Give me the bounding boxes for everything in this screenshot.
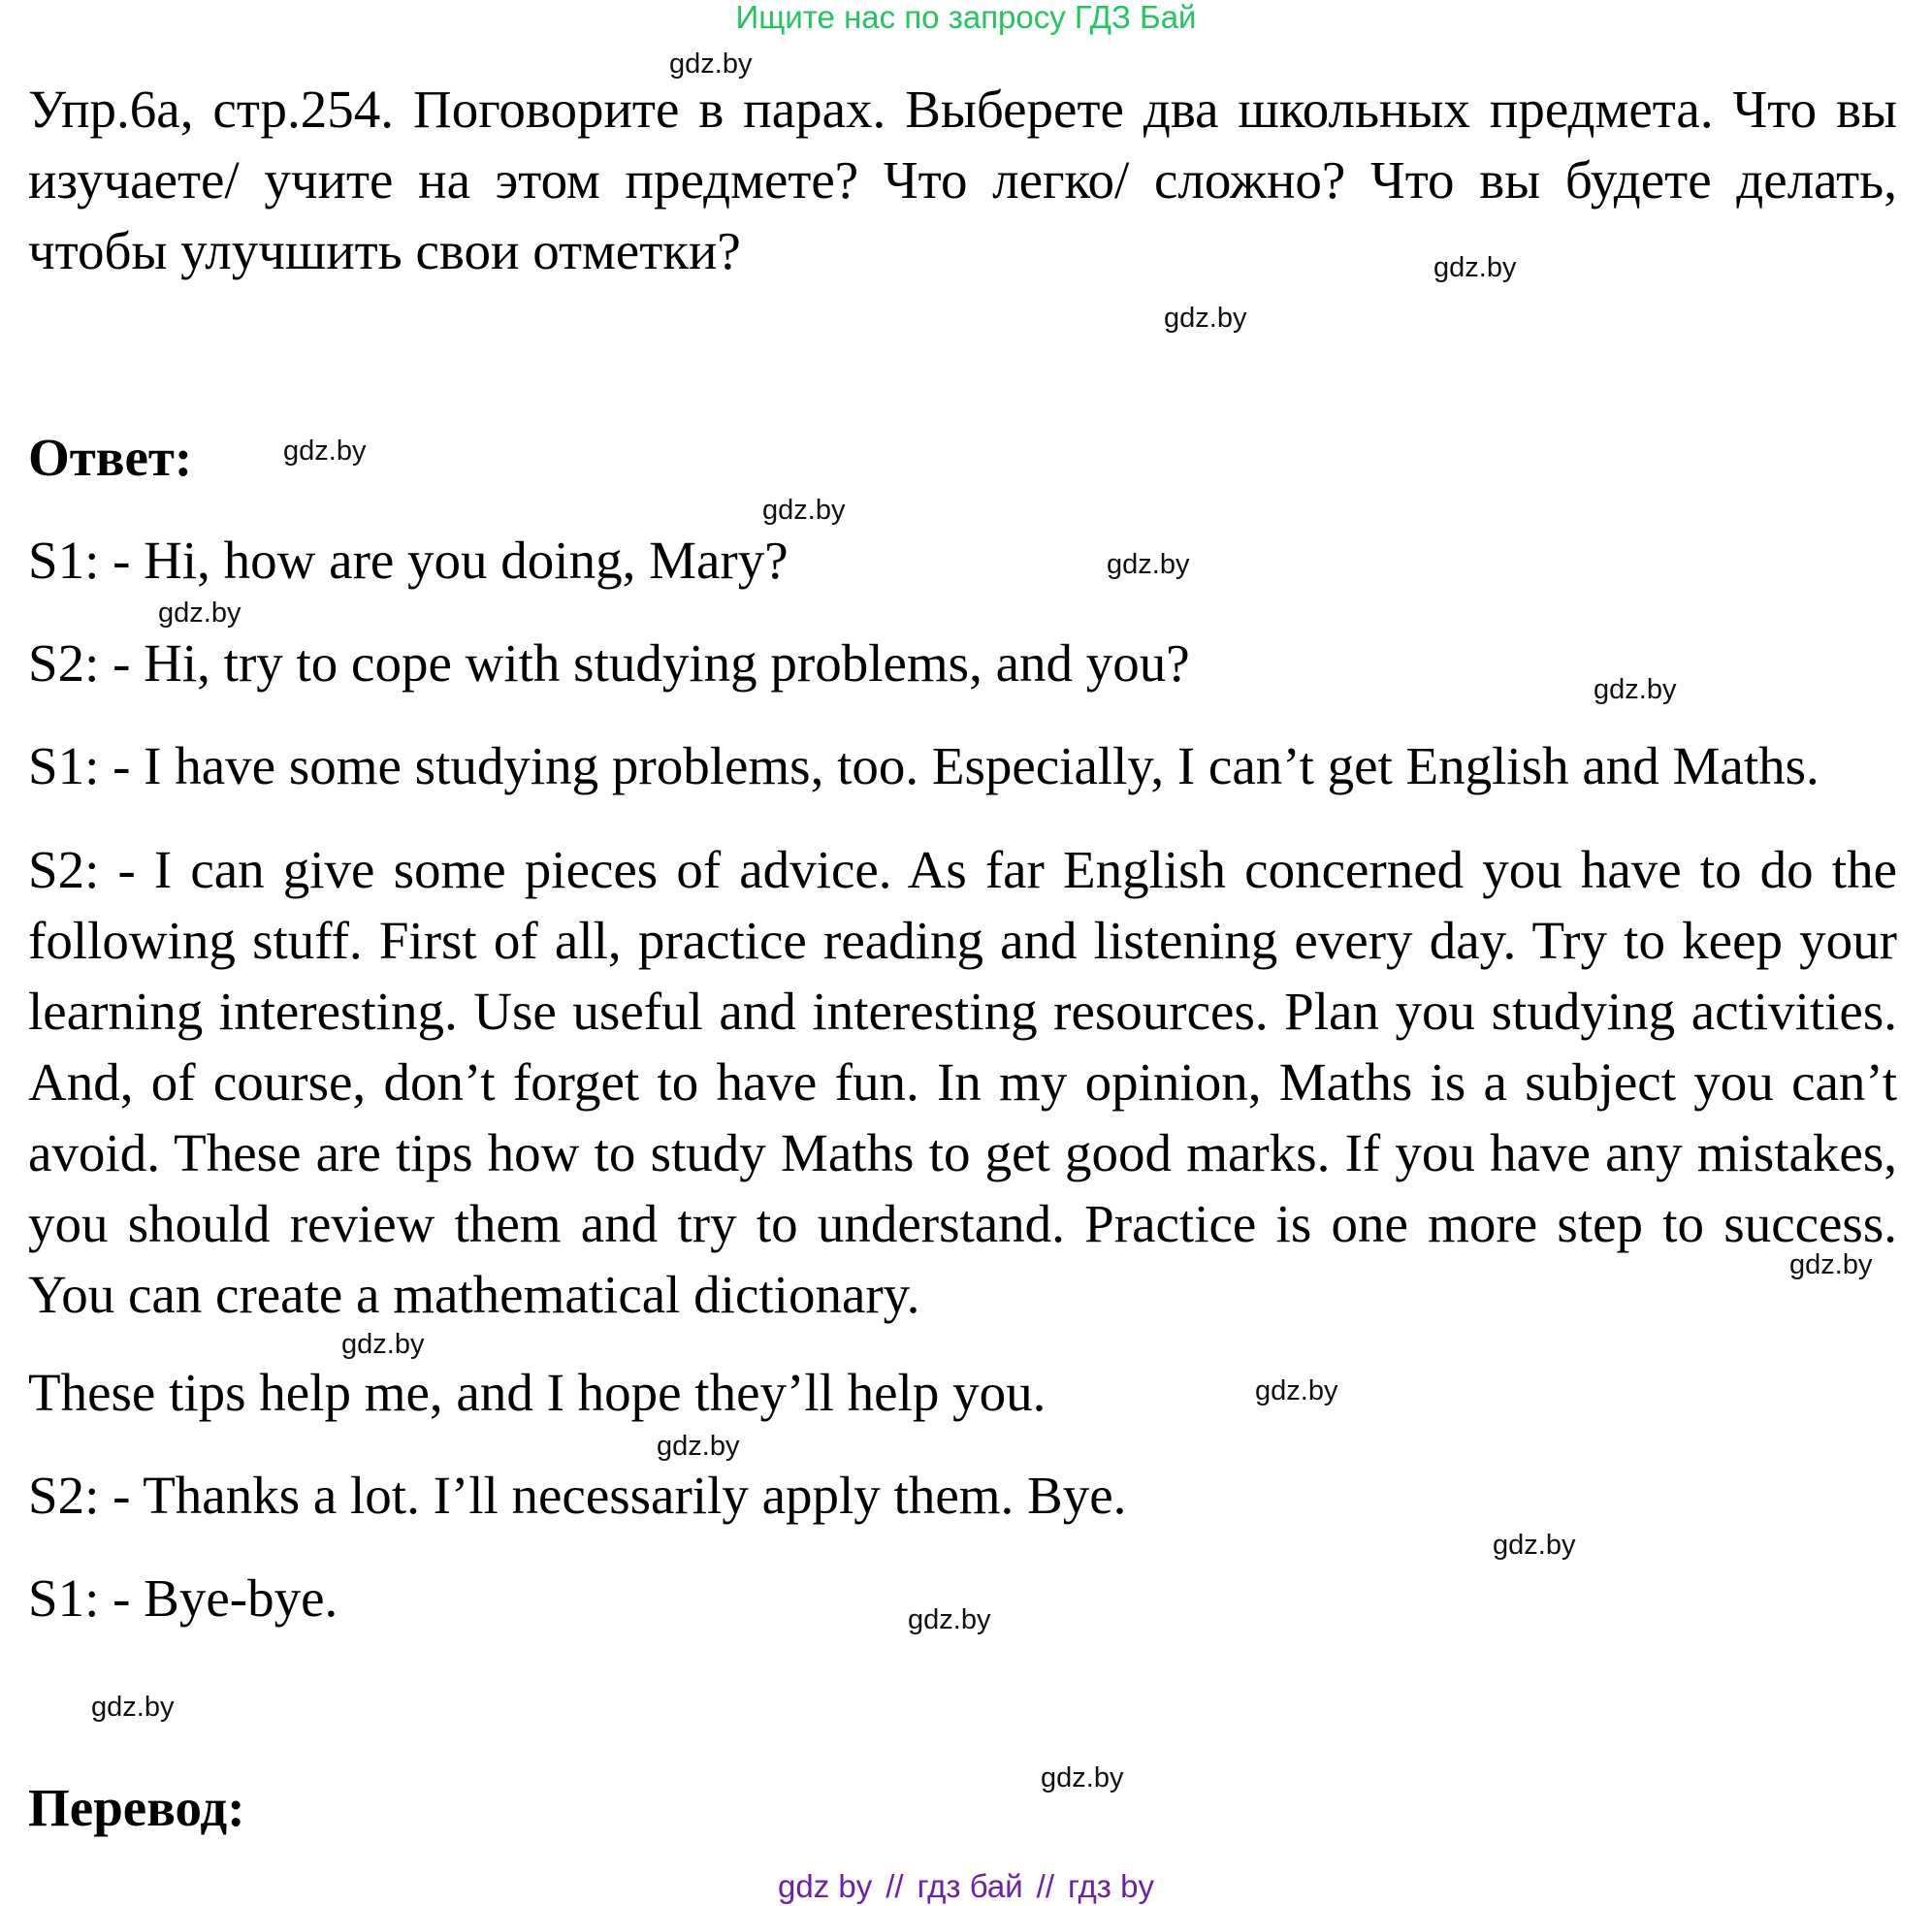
- watermark: gdz.by: [91, 1692, 175, 1723]
- dialogue-line: S2: - Hi, try to cope with studying problems, and you?: [28, 633, 1190, 693]
- watermark: gdz.by: [1789, 1249, 1873, 1280]
- search-banner: Ищите нас по запросу ГДЗ Бай: [735, 0, 1197, 35]
- answer-heading: Ответ:: [28, 428, 193, 487]
- watermark: gdz.by: [1433, 252, 1517, 283]
- dialogue-line: S2: - Thanks a lot. I’ll necessarily apply them. Bye.: [28, 1466, 1127, 1525]
- dialogue-paragraph: S2: - I can give some pieces of advice. As far English concerned you have to do the following stuff. First of all, practice reading and listening every day. Try to keep your learning interesting. Use useful and interesting resources. Plan you studying activities. And, of course, don’t forget to have fun. In my opinion, Maths is a subject you can’t avoid. These are tips how to study Maths to get good marks. If you have any mistakes, you should review them and try to understand. Practice is one more step to success. You can create a mathematical dictionary.: [28, 840, 1897, 1324]
- watermark: gdz.by: [1493, 1530, 1576, 1561]
- dialogue-line: S1: - Bye-bye.: [28, 1568, 338, 1628]
- watermark: gdz.by: [1041, 1762, 1124, 1793]
- watermark: gdz.by: [669, 48, 753, 80]
- dialogue-line: These tips help me, and I hope they’ll help you.: [28, 1363, 1046, 1422]
- watermark: gdz.by: [283, 436, 367, 467]
- watermark: gdz.by: [341, 1329, 425, 1360]
- watermark: gdz.by: [1255, 1375, 1338, 1406]
- footer-link-gdz-bai[interactable]: гдз бай: [917, 1868, 1023, 1904]
- watermark: gdz.by: [1107, 549, 1190, 580]
- footer-link-gdz-by[interactable]: gdz by: [778, 1868, 873, 1904]
- watermark: gdz.by: [762, 495, 846, 526]
- footer-separator: //: [1036, 1868, 1054, 1904]
- watermark: gdz.by: [908, 1604, 991, 1635]
- footer-separator: //: [886, 1868, 904, 1904]
- footer-link-gdz-by-cyr[interactable]: гдз by: [1068, 1868, 1154, 1904]
- watermark: gdz.by: [158, 598, 242, 629]
- watermark: gdz.by: [1594, 674, 1677, 705]
- translation-heading: Перевод:: [28, 1778, 245, 1837]
- exercise-task: Упр.6а, стр.254. Поговорите в парах. Выберете два школьных предмета. Что вы изучаете/ учите на этом предмете? Что легко/ сложно? Что вы будете делать, чтобы улучшить свои отметки?: [28, 80, 1897, 280]
- dialogue-line: S1: - I have some studying problems, too. Especially, I can’t get English and Maths.: [28, 736, 1819, 795]
- watermark: gdz.by: [657, 1431, 740, 1462]
- watermark: gdz.by: [1164, 303, 1247, 334]
- dialogue-line: S1: - Hi, how are you doing, Mary?: [28, 531, 789, 590]
- footer-links: [0, 1869, 1932, 1904]
